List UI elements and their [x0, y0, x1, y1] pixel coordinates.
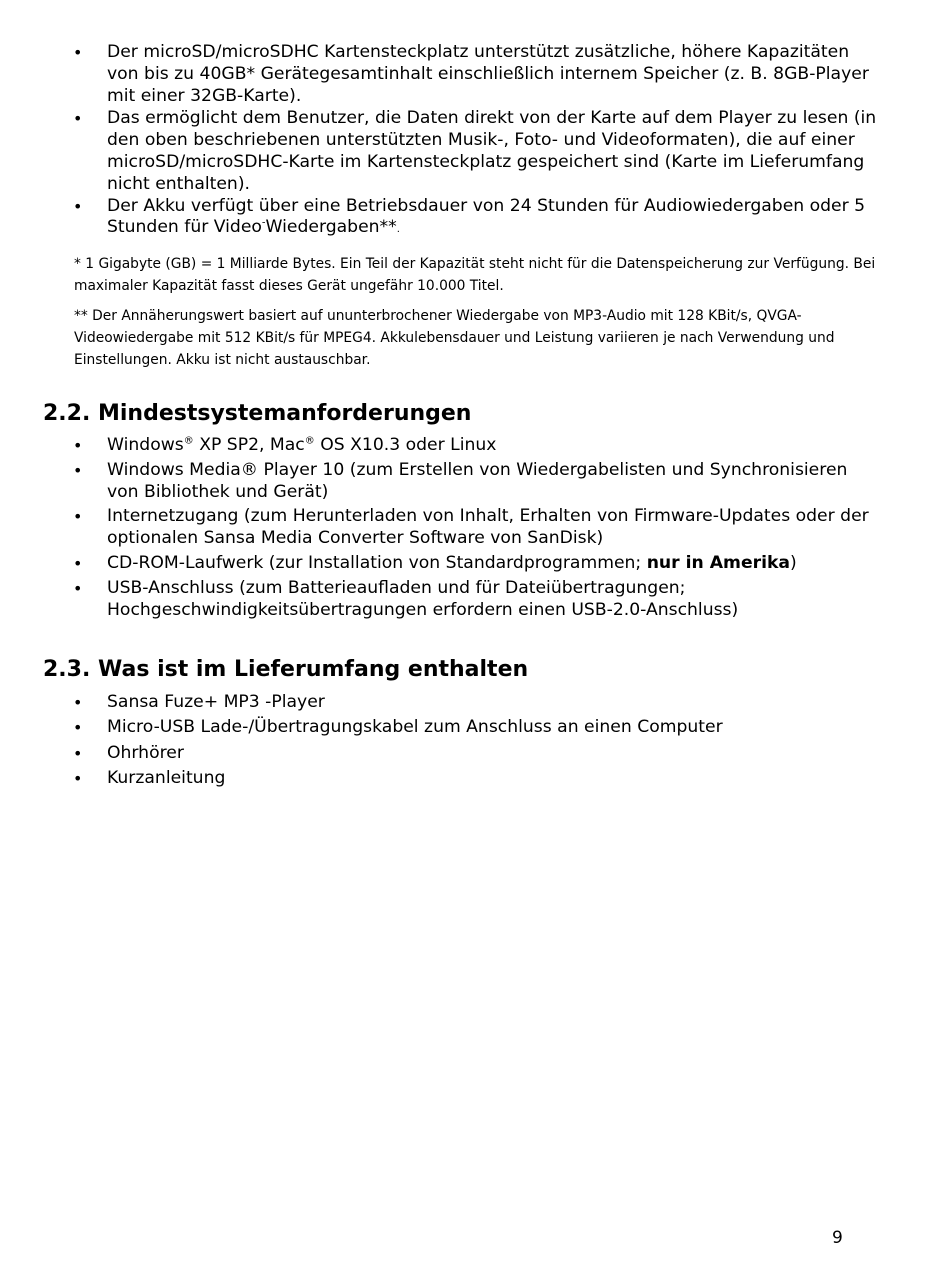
bullet-text: Sansa Fuze+ MP3 -Player: [107, 692, 325, 712]
bullet-text-continued: Wiedergaben**: [265, 217, 397, 238]
bullet-text: Der microSD/microSDHC Kartensteckplatz unterstützt zusätzliche, höhere Kapazitäten von bis zu 40GB* Gerätegesamtinhalt einschließlich internem Speicher (z. B. 8GB-Player mit einer 32GB-Karte).: [107, 42, 869, 106]
bullet-text: Micro-USB Lade-/Übertragungskabel zum Anschluss an einen Computer: [107, 717, 723, 738]
bullet-text: CD-ROM-Laufwerk (zur Installation von Standardprogrammen;: [107, 552, 647, 573]
list-item: [0, 435, 950, 457]
registered-mark: ®: [183, 435, 194, 447]
bullet-text: Der Akku verfügt über eine Betriebsdauer von 24 Stunden für Audiowiedergaben oder 5 Stunden für Video: [107, 195, 866, 238]
bullet-text: USB-Anschluss (zum Batterieaufladen und für Dateiübertragungen; Hochgeschwindigkeitsübertragungen erfordern einen USB-2.0-Anschluss): [107, 577, 739, 620]
footnote-battery: ** Der Annäherungswert basiert auf ununterbrochener Wiedergabe von MP3-Audio mit 128 KBit/s, QVGA-Videowiedergabe mit 512 KBit/s für MPEG4. Akkulebensdauer und Leistung variieren je nach Verwendung und Einstellungen. Akku ist nicht austauschbar.: [74, 308, 835, 368]
list-item: [0, 553, 950, 575]
bullet-text: Ohrhörer: [107, 742, 184, 763]
list-item: [0, 692, 950, 714]
section-heading-package-contents: 2.3. Was ist im Lieferumfang enthalten: [43, 657, 529, 682]
list-item: [0, 743, 950, 765]
list-item: [0, 768, 950, 790]
bullet-text: Internetzugang (zum Herunterladen von Inhalt, Erhalten von Firmware-Updates oder der optionalen Sansa Media Converter Software von SanDisk): [107, 506, 869, 549]
page-number: 9: [832, 1228, 843, 1248]
list-item: [0, 108, 950, 195]
list-item: [0, 460, 950, 504]
bullet-text: Kurzanleitung: [107, 767, 226, 788]
bullet-text: Windows Media® Player 10 (zum Erstellen von Wiedergabelisten und Synchronisieren von Bibliothek und Gerät): [107, 459, 848, 502]
os-mac: XP SP2, Mac: [193, 435, 305, 455]
bullet-text: Das ermöglicht dem Benutzer, die Daten direkt von der Karte auf dem Player zu lesen (in den oben beschriebenen unterstützten Musik-, Foto- und Videoformaten), die auf einer microSD/microSDHC-Karte im Kartensteckplatz gespeichert sind (Karte im Lieferumfang nicht enthalten).: [107, 108, 877, 194]
list-item: [0, 42, 950, 107]
os-rest: OS X10.3 oder Linux: [314, 435, 497, 455]
list-item: [0, 196, 950, 242]
bullet-text-period: .: [396, 224, 400, 236]
closing-paren: ): [790, 552, 797, 573]
registered-mark: ®: [304, 435, 315, 447]
list-item: [0, 578, 950, 622]
requirements-list: [0, 435, 950, 624]
package-contents-list: [0, 692, 950, 793]
superscript-dash: -: [261, 217, 266, 229]
os-windows: Windows: [107, 435, 184, 455]
footnote-capacity: * 1 Gigabyte (GB) = 1 Milliarde Bytes. Ein Teil der Kapazität steht nicht für die Datenspeicherung zur Verfügung. Bei maximaler Kapazität fasst dieses Gerät ungefähr 10.000 Titel.: [74, 256, 876, 294]
bold-note: nur in Amerika: [646, 552, 790, 573]
feature-bullet-list: [0, 42, 950, 241]
section-heading-system-requirements: 2.2. Mindestsystemanforderungen: [43, 401, 472, 426]
list-item: [0, 717, 950, 739]
list-item: [0, 506, 950, 550]
